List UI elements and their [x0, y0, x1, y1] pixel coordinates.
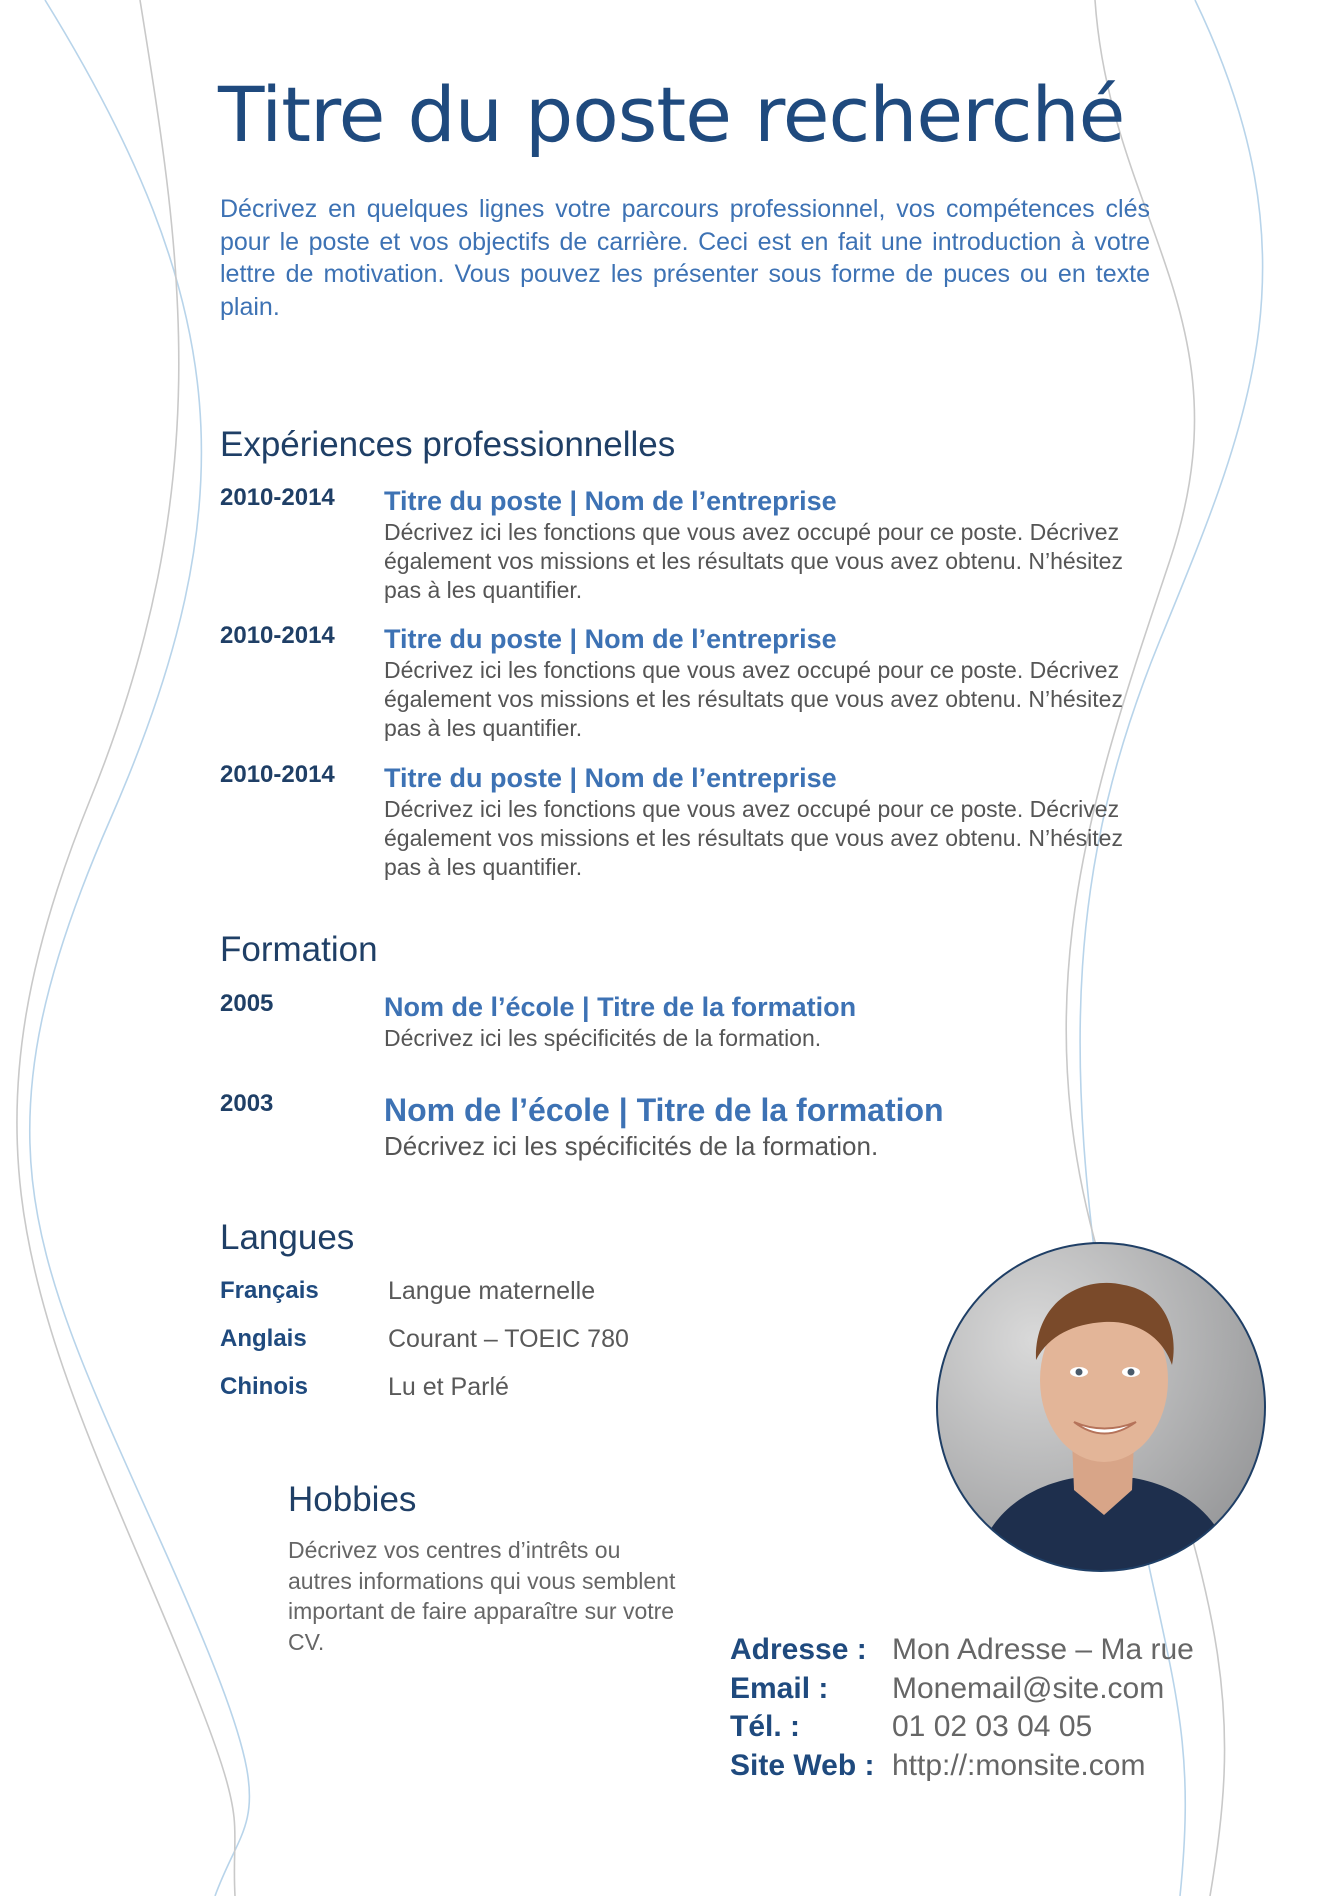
experience-heading: Expériences professionnelles — [220, 425, 676, 464]
contact-row-phone — [730, 1710, 1290, 1750]
intro-paragraph: Décrivez en quelques lignes votre parcours professionnel, vos compétences clés pour le poste et vos objectifs de carrière. Ceci est en fait une introduction à votre lettre de motivation. Vous pouvez les présenter sous forme de puces ou en texte plain. — [220, 195, 1150, 321]
language-name: Français — [220, 1277, 319, 1304]
language-row — [220, 1277, 820, 1317]
contact-label: Site Web : — [730, 1749, 875, 1782]
experience-title: Titre du poste | Nom de l’entreprise — [384, 763, 837, 793]
language-level: Langue maternelle — [388, 1277, 596, 1305]
language-name: Anglais — [220, 1325, 307, 1352]
contact-value: http://:monsite.com — [892, 1749, 1146, 1782]
experience-description: Décrivez ici les fonctions que vous avez occupé pour ce poste. Décrivez également vos missions et les résultats que vous avez obtenu. N’hésitez pas à les quantifier. — [384, 519, 1123, 603]
experience-title: Titre du poste | Nom de l’entreprise — [384, 624, 837, 654]
language-row — [220, 1373, 820, 1413]
education-title: Nom de l’école | Titre de la formation — [384, 1092, 944, 1128]
contact-label: Adresse : — [730, 1633, 867, 1666]
education-heading: Formation — [220, 930, 378, 969]
contact-label: Email : — [730, 1672, 829, 1705]
page-title: Titre du poste recherché — [218, 70, 1125, 159]
experience-description: Décrivez ici les fonctions que vous avez occupé pour ce poste. Décrivez également vos missions et les résultats que vous avez obtenu. N’hésitez pas à les quantifier. — [384, 796, 1123, 880]
contact-value: Monemail@site.com — [892, 1672, 1165, 1705]
language-row — [220, 1325, 820, 1365]
language-level: Lu et Parlé — [388, 1373, 509, 1401]
experience-years: 2010-2014 — [220, 761, 335, 788]
contact-row-website — [730, 1749, 1290, 1789]
experience-description: Décrivez ici les fonctions que vous avez occupé pour ce poste. Décrivez également vos missions et les résultats que vous avez obtenu. N’hésitez pas à les quantifier. — [384, 657, 1123, 741]
contact-value: Mon Adresse – Ma rue — [892, 1633, 1194, 1666]
contact-label: Tél. : — [730, 1710, 801, 1743]
experience-years: 2010-2014 — [220, 484, 335, 511]
contact-row-email — [730, 1672, 1290, 1712]
education-description: Décrivez ici les spécificités de la formation. — [384, 1025, 822, 1051]
languages-heading: Langues — [220, 1218, 355, 1257]
experience-years: 2010-2014 — [220, 622, 335, 649]
contact-row-address — [730, 1633, 1290, 1673]
contact-value: 01 02 03 04 05 — [892, 1710, 1093, 1743]
profile-photo — [934, 1240, 1268, 1574]
language-level: Courant – TOEIC 780 — [388, 1325, 629, 1353]
education-description: Décrivez ici les spécificités de la formation. — [384, 1131, 879, 1161]
education-year: 2005 — [220, 990, 274, 1017]
language-name: Chinois — [220, 1373, 308, 1400]
experience-title: Titre du poste | Nom de l’entreprise — [384, 486, 837, 516]
education-year: 2003 — [220, 1090, 274, 1117]
hobbies-heading: Hobbies — [288, 1480, 417, 1519]
hobbies-text: Décrivez vos centres d’intrêts ou autres informations qui vous semblent important de faire apparaître sur votre CV. — [288, 1537, 676, 1655]
education-title: Nom de l’école | Titre de la formation — [384, 992, 857, 1022]
